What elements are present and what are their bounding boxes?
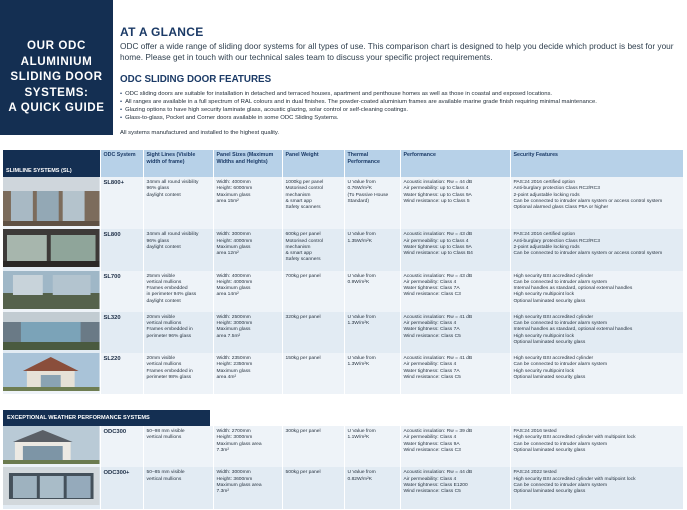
sight-lines-cell xyxy=(143,177,213,229)
security-cell-line: High security BSI accredited cylinder xyxy=(513,314,594,320)
security-cell xyxy=(510,353,683,394)
panel-weight-cell-line: Motorised control xyxy=(285,186,324,192)
panel-sizes-cell xyxy=(213,271,282,312)
sight-lines-cell xyxy=(143,271,213,312)
system-row xyxy=(3,467,683,508)
security-cell xyxy=(510,467,683,508)
panel-sizes-cell-line: area 14m² xyxy=(216,292,239,298)
security-cell-line: High security BSI accredited cylinder with multipoint lock xyxy=(513,435,636,441)
sight-lines-cell-line: 20mm visible xyxy=(146,356,176,362)
sidebar-title-line: SLIDING DOOR xyxy=(10,70,103,83)
panel-weight-cell-line: 600kg per panel xyxy=(285,232,321,238)
panel-weight-cell-line: 1000kg per panel xyxy=(285,180,324,185)
panel-weight-cell-line: Safety scanners xyxy=(285,205,321,211)
panel-sizes-cell xyxy=(213,312,282,353)
performance-cell-line: Wind resistance: Class C5 xyxy=(403,333,461,339)
thermal-cell-line: Standard) xyxy=(347,198,369,204)
panel-sizes-cell-line: Maximum glass xyxy=(216,368,251,374)
sight-lines-cell xyxy=(143,353,213,394)
panel-sizes-cell-line: Maximum glass area xyxy=(216,441,262,447)
thermal-cell-line: U Value from xyxy=(347,232,376,238)
panel-sizes-cell-line: Maximum glass xyxy=(216,327,251,333)
thermal-cell-line: U Value from xyxy=(347,429,376,434)
at-a-glance-heading: AT A GLANCE xyxy=(120,25,204,39)
panel-sizes-cell xyxy=(213,426,282,467)
features-heading: ODC SLIDING DOOR FEATURES xyxy=(120,74,272,85)
sight-lines-cell-line: perimeter 98% glass xyxy=(146,375,192,381)
security-cell xyxy=(510,426,683,467)
sight-lines-cell-line: in perimeter 94% glass xyxy=(146,292,197,298)
security-cell-line: 2-point adjustable locking rods xyxy=(513,244,580,250)
security-cell-line: High security BSI accredited cylinder xyxy=(513,273,594,279)
panel-weight-cell xyxy=(282,426,344,467)
performance-cell-line: Water tightness: Class E1200 xyxy=(403,482,468,488)
col-panel-weight: Panel Weight xyxy=(282,150,344,177)
panel-sizes-cell-line: Width: 4000mm xyxy=(216,273,251,279)
sight-lines-cell-line: 50–98 mm visible xyxy=(146,429,185,434)
sight-lines-cell-line: perimeter 96% glass xyxy=(146,333,192,339)
security-cell-line: Can be connected to intruder alarm system or access control system xyxy=(513,251,663,257)
product-photo xyxy=(3,353,100,394)
thermal-cell-line: 1.3W/m²K xyxy=(347,321,370,327)
exceptional-heading: EXCEPTIONAL WEATHER PERFORMANCE SYSTEMS xyxy=(3,410,210,426)
performance-cell xyxy=(400,467,510,508)
exceptional-table xyxy=(3,426,684,509)
panel-weight-cell-line: 700kg per panel xyxy=(285,273,321,279)
product-photo xyxy=(3,177,100,229)
system-row xyxy=(3,426,683,467)
model-name: SL800+ xyxy=(100,177,143,229)
security-cell-line: Optional laminated security glass xyxy=(513,375,586,381)
security-cell-line: PAS:24 2016 certified option xyxy=(513,180,576,185)
features-list xyxy=(120,90,685,122)
panel-sizes-cell-line: Width: 2350mm xyxy=(216,356,251,362)
performance-cell-line: Air permeability: up to Class 4 xyxy=(403,238,469,244)
security-cell-line: Optional laminated security glass xyxy=(513,447,586,453)
sidebar-title xyxy=(4,38,109,116)
performance-cell-line: Acoustic insulation: Rw = 43 dB xyxy=(403,273,473,279)
performance-cell-line: Water tightness: Class 7A xyxy=(403,368,460,374)
security-cell-line: Anti-burglary protection Class RC2/RC3 xyxy=(513,186,600,192)
performance-cell-line: Air permeability: Class 4 xyxy=(403,476,457,482)
sight-lines-cell-line: 20mm visible xyxy=(146,314,176,320)
thermal-cell-line: 0.9W/m²K xyxy=(347,279,370,285)
product-photo xyxy=(3,312,100,353)
panel-weight-cell-line: mechanism xyxy=(285,244,311,250)
security-cell-line: Anti-burglary protection Class RC2/RC3 xyxy=(513,238,600,244)
security-cell-line: High security BSI accredited cylinder with multipoint lock xyxy=(513,476,636,482)
performance-cell-line: Water tightness: Class 9A xyxy=(403,441,460,447)
sight-lines-cell xyxy=(143,467,213,508)
panel-weight-cell xyxy=(282,353,344,394)
panel-weight-cell-line: 500kg per panel xyxy=(285,470,321,476)
features-footer: All systems manufactured and installed to the highest quality. xyxy=(120,130,280,136)
model-name: SL700 xyxy=(100,271,143,312)
slimline-header: SLIMLINE SYSTEMS (SL) xyxy=(3,150,100,177)
product-photo xyxy=(3,426,100,467)
panel-sizes-cell-line: Maximum glass xyxy=(216,244,251,250)
security-cell-line: High security multipoint lock xyxy=(513,292,575,298)
panel-weight-cell xyxy=(282,177,344,229)
thermal-cell-line: (To Passive House xyxy=(347,192,389,198)
sight-lines-cell-line: Frames embedded xyxy=(146,286,188,292)
sidebar-title-line: OUR ODC xyxy=(27,39,86,52)
panel-weight-cell xyxy=(282,271,344,312)
security-cell-line: Can be connected to intruder alarm system xyxy=(513,279,608,285)
security-cell-line: Internal handles as standard, optional external handles xyxy=(513,327,633,333)
sight-lines-cell-line: daylight content xyxy=(146,192,181,198)
sight-lines-cell-line: Frames embedded in xyxy=(146,368,193,374)
security-cell-line: Can be connected to intruder alarm system xyxy=(513,362,608,368)
performance-cell-line: Acoustic insulation: Rw = 39 dB xyxy=(403,429,473,434)
performance-cell-line: Air permeability: up to Class 4 xyxy=(403,186,469,192)
sight-lines-cell xyxy=(143,312,213,353)
security-cell-line: Optional alarmed glass Class P5A or higher xyxy=(513,205,609,211)
security-cell-line: High security multipoint lock xyxy=(513,333,575,339)
thermal-cell xyxy=(344,271,400,312)
panel-sizes-cell-line: Height: 4000mm xyxy=(216,238,253,244)
panel-sizes-cell-line: 7.3m² xyxy=(216,447,230,453)
slimline-body xyxy=(3,177,683,394)
exceptional-body xyxy=(3,426,683,509)
system-row xyxy=(3,312,683,353)
performance-cell xyxy=(400,312,510,353)
panel-sizes-cell-line: Maximum glass xyxy=(216,192,251,198)
col-performance: Performance xyxy=(400,150,510,177)
panel-weight-cell xyxy=(282,312,344,353)
panel-sizes-cell-line: Width: 4000mm xyxy=(216,180,251,185)
thermal-cell-line: U Value from xyxy=(347,314,376,320)
sidebar-title-line: SYSTEMS: xyxy=(24,85,89,99)
col-security: Security Features xyxy=(510,150,683,177)
performance-cell xyxy=(400,426,510,467)
performance-cell-line: Air permeability: Class 4 xyxy=(403,321,457,327)
thermal-cell-line: U Value from xyxy=(347,470,376,476)
panel-sizes-cell xyxy=(213,467,282,508)
col-panel-sizes: Panel Sizes (Maximum Widths and Heights) xyxy=(213,150,282,177)
security-cell-line: 2-point adjustable locking rods xyxy=(513,192,580,198)
performance-cell-line: Water tightness: up to Class 9A xyxy=(403,192,472,198)
panel-weight-cell-line: Motorised control xyxy=(285,238,324,244)
thermal-cell xyxy=(344,177,400,229)
thermal-cell-line: 0.82W/m²K xyxy=(347,476,372,482)
sight-lines-cell-line: 34mm all round visibility xyxy=(146,232,199,238)
model-name: ODC300 xyxy=(100,426,143,467)
performance-cell-line: Acoustic insulation: Rw = 44 dB xyxy=(403,180,473,185)
panel-sizes-cell-line: Maximum glass xyxy=(216,286,251,292)
feature-item: • All ranges are available in a full spectrum of RAL colours and in dual finishes. The powder-coated aluminium frames are available marine grade finish requiring minimal maintenance. xyxy=(120,98,685,106)
panel-weight-cell-line: mechanism xyxy=(285,192,311,198)
sight-lines-cell-line: vertical mullions xyxy=(146,435,182,441)
sidebar-banner xyxy=(0,0,113,135)
thermal-cell xyxy=(344,426,400,467)
sight-lines-cell-line: 34mm all round visibility xyxy=(146,180,199,185)
product-photo xyxy=(3,467,100,508)
performance-cell-line: Acoustic insulation: Rw = 41 dB xyxy=(403,314,473,320)
model-name: SL220 xyxy=(100,353,143,394)
system-row xyxy=(3,177,683,229)
panel-weight-cell-line: 320kg per panel xyxy=(285,314,321,320)
security-cell-line: PAS:24 2022 tested xyxy=(513,470,557,476)
thermal-cell xyxy=(344,312,400,353)
panel-sizes-cell-line: Height: 4000mm xyxy=(216,279,253,285)
panel-sizes-cell-line: Width: 2500mm xyxy=(216,314,251,320)
security-cell-line: Can be connected to intruder alarm system xyxy=(513,482,608,488)
sidebar-title-line: ALUMINIUM xyxy=(20,54,93,68)
thermal-cell-line: 1.35W/m²K xyxy=(347,238,372,244)
thermal-cell-line: 0.76W/m²K xyxy=(347,186,372,192)
panel-weight-cell-line: 150kg per panel xyxy=(285,356,321,362)
sight-lines-cell-line: 50–85 mm visible xyxy=(146,470,185,476)
performance-cell-line: Air permeability: Class 4 xyxy=(403,279,457,285)
security-cell xyxy=(510,271,683,312)
panel-sizes-cell xyxy=(213,353,282,394)
performance-cell-line: Air permeability: Class 4 xyxy=(403,362,457,368)
panel-sizes-cell-line: area 15m² xyxy=(216,198,239,204)
system-row xyxy=(3,353,683,394)
col-odc-system: ODC System xyxy=(100,150,143,177)
performance-cell-line: Wind resistance: Class C3 xyxy=(403,292,461,298)
model-name: ODC300+ xyxy=(100,467,143,508)
panel-sizes-cell-line: Width: 2700mm xyxy=(216,429,251,434)
security-cell xyxy=(510,229,683,270)
sight-lines-cell-line: vertical mullions xyxy=(146,362,182,368)
panel-sizes-cell-line: area 12m² xyxy=(216,251,239,257)
panel-sizes-cell-line: Height: 3000mm xyxy=(216,321,253,327)
sight-lines-cell-line: daylight content xyxy=(146,244,181,250)
performance-cell-line: Acoustic insulation: Rw = 44 dB xyxy=(403,470,473,476)
thermal-cell xyxy=(344,353,400,394)
system-row xyxy=(3,271,683,312)
security-cell-line: High security multipoint lock xyxy=(513,368,575,374)
thermal-cell-line: U Value from xyxy=(347,356,376,362)
sight-lines-cell-line: vertical mullions xyxy=(146,321,182,327)
security-cell-line: Optional laminated security glass xyxy=(513,489,586,495)
thermal-cell xyxy=(344,229,400,270)
security-cell-line: Can be connected to intruder alarm system xyxy=(513,321,608,327)
performance-cell-line: Wind resistance: Class C5 xyxy=(403,489,461,495)
sight-lines-cell xyxy=(143,229,213,270)
performance-cell xyxy=(400,353,510,394)
product-photo xyxy=(3,229,100,270)
performance-cell xyxy=(400,177,510,229)
panel-weight-cell xyxy=(282,229,344,270)
product-photo xyxy=(3,271,100,312)
at-a-glance-text: ODC offer a wide range of sliding door systems for all types of use. This comparison chart is designed to help you decide which product is best for your home. Please get in touch with our technical sales team to discuss your specific project requirements. xyxy=(120,41,674,62)
sight-lines-cell-line: 96% glass xyxy=(146,238,170,244)
thermal-cell xyxy=(344,467,400,508)
feature-item: • Glass-to-glass, Pocket and Corner doors available in some ODC Sliding Systems. xyxy=(120,114,685,122)
panel-weight-cell-line: & smart app xyxy=(285,198,312,204)
system-row xyxy=(3,229,683,270)
panel-sizes-cell-line: Maximum glass area xyxy=(216,482,262,488)
performance-cell-line: Water tightness: Class 7A xyxy=(403,286,460,292)
panel-weight-cell xyxy=(282,467,344,508)
panel-sizes-cell-line: Width: 3000mm xyxy=(216,232,251,238)
slimline-table xyxy=(3,150,684,394)
panel-sizes-cell-line: area 7.5m² xyxy=(216,333,241,339)
sight-lines-cell-line: vertical mullions xyxy=(146,279,182,285)
performance-cell-line: Wind resistance: Class C3 xyxy=(403,447,461,453)
performance-cell xyxy=(400,229,510,270)
security-cell-line: Optional laminated security glass xyxy=(513,298,586,304)
feature-item: • ODC sliding doors are suitable for installation in detached and terraced houses, apartment and penthouse homes as well as those in coastal and exposed locations. xyxy=(120,90,685,98)
performance-cell-line: Water tightness: up to Class 9A xyxy=(403,244,472,250)
panel-weight-cell-line: Safety scanners xyxy=(285,257,321,263)
security-cell-line: PAS:24 2016 tested xyxy=(513,429,557,434)
thermal-cell-line: U Value from xyxy=(347,180,376,185)
performance-cell-line: Wind resistance: up to Class 5 xyxy=(403,198,470,204)
security-cell-line: PAS:24 2016 certified option xyxy=(513,232,576,238)
sight-lines-cell-line: vertical mullions xyxy=(146,476,182,482)
panel-sizes-cell-line: Height: 6000mm xyxy=(216,186,253,192)
sidebar-title-line: A QUICK GUIDE xyxy=(8,101,105,114)
panel-sizes-cell-line: Width: 3000mm xyxy=(216,470,251,476)
thermal-cell-line: 1.3W/m²K xyxy=(347,362,370,368)
panel-weight-cell-line: & smart app xyxy=(285,251,312,257)
col-thermal: Thermal Performance xyxy=(344,150,400,177)
sight-lines-cell xyxy=(143,426,213,467)
performance-cell-line: Acoustic insulation: Rw = 41 dB xyxy=(403,356,473,362)
performance-cell-line: Water tightness: Class 7A xyxy=(403,327,460,333)
sight-lines-cell-line: 25mm visible xyxy=(146,273,176,279)
performance-cell-line: Wind resistance: up to Class B4 xyxy=(403,251,473,257)
thermal-cell-line: U Value from xyxy=(347,273,376,279)
panel-sizes-cell-line: Height: 2350mm xyxy=(216,362,253,368)
panel-sizes-cell-line: area 4m² xyxy=(216,375,237,381)
panel-sizes-cell-line: Height: 3600mm xyxy=(216,476,253,482)
sight-lines-cell-line: Frames embedded in xyxy=(146,327,193,333)
thermal-cell-line: 1.1W/m²K xyxy=(347,435,370,441)
panel-sizes-cell xyxy=(213,229,282,270)
security-cell-line: Optional laminated security glass xyxy=(513,340,586,346)
model-name: SL800 xyxy=(100,229,143,270)
security-cell-line: High security BSI accredited cylinder xyxy=(513,356,594,362)
panel-sizes-cell-line: Height: 3000mm xyxy=(216,435,253,441)
security-cell xyxy=(510,312,683,353)
security-cell-line: Internal handles as standard, optional external handles xyxy=(513,286,633,292)
performance-cell xyxy=(400,271,510,312)
security-cell-line: Can be connected to intruder alarm system or access control system xyxy=(513,198,663,204)
feature-item: • Glazing options to have high security laminate glass, acoustic glazing, solar control or self-cleaning coatings. xyxy=(120,106,685,114)
sight-lines-cell-line: 96% glass xyxy=(146,186,170,192)
performance-cell-line: Acoustic insulation: Rw = 43 dB xyxy=(403,232,473,238)
performance-cell-line: Air permeability: Class 4 xyxy=(403,435,457,441)
security-cell-line: Can be connected to intruder alarm system xyxy=(513,441,608,447)
panel-weight-cell-line: 300kg per panel xyxy=(285,429,321,434)
model-name: SL320 xyxy=(100,312,143,353)
col-sight-lines: Sight Lines (Visible width of frame) xyxy=(143,150,213,177)
performance-cell-line: Wind resistance: Class C5 xyxy=(403,375,461,381)
panel-sizes-cell xyxy=(213,177,282,229)
panel-sizes-cell-line: 7.3m² xyxy=(216,489,230,495)
sight-lines-cell-line: daylight content xyxy=(146,298,181,304)
security-cell xyxy=(510,177,683,229)
